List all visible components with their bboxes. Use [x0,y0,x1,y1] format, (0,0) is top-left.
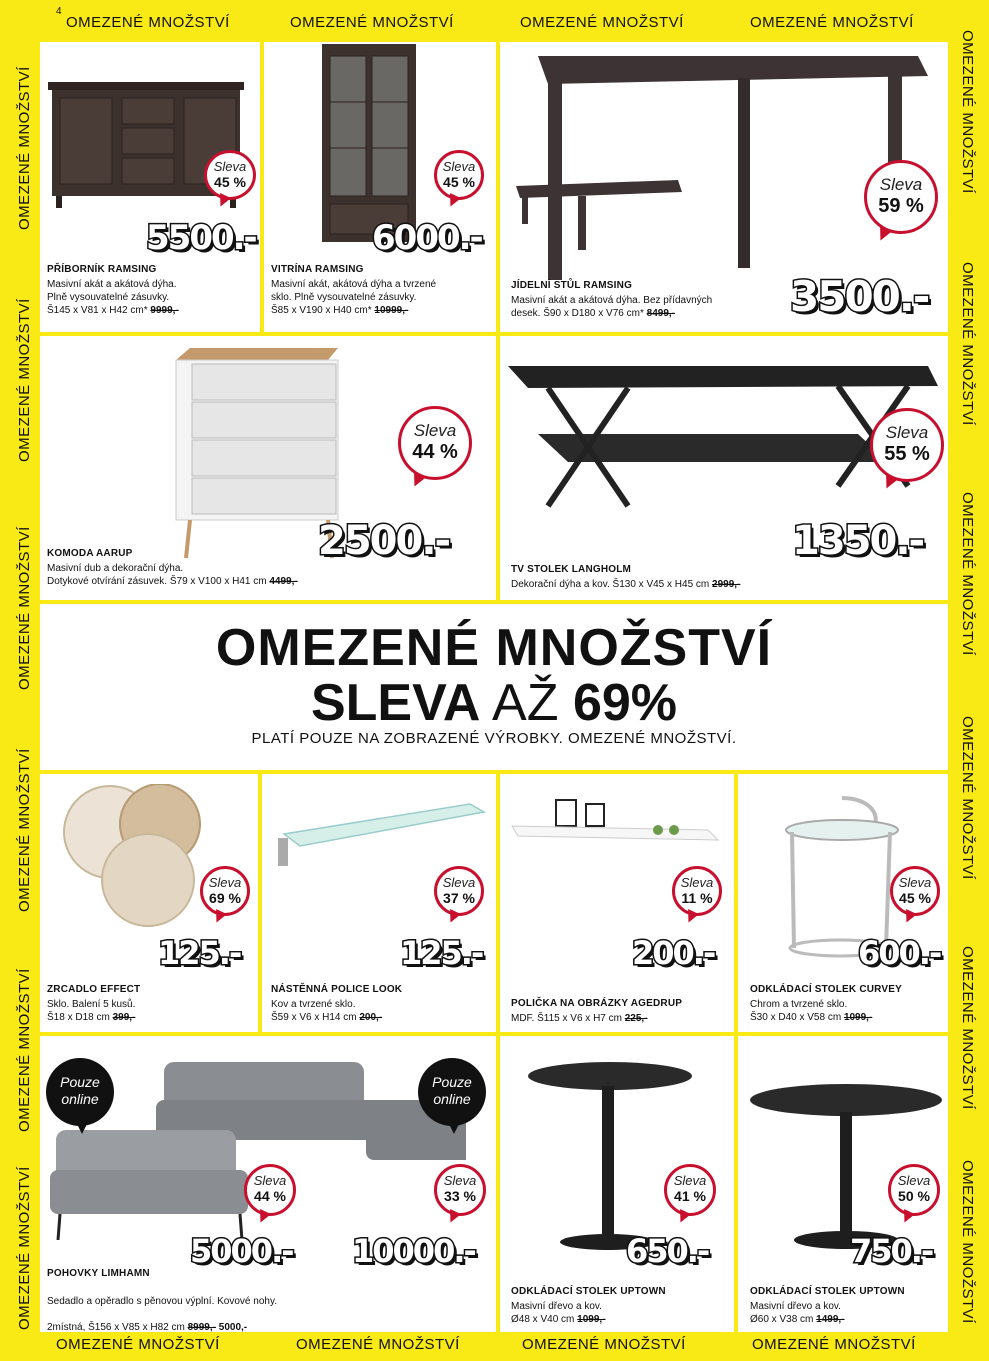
border-text: OMEZENÉ MNOŽSTVÍ [16,748,33,912]
border-text: OMEZENÉ MNOŽSTVÍ [959,262,976,426]
price: 125.- [400,934,483,972]
old-price: 1499,- [816,1314,845,1325]
border-text: OMEZENÉ MNOŽSTVÍ [520,14,684,31]
product-name: POLIČKA NA OBRÁZKY AGEDRUP [511,998,683,1009]
banner-title: OMEZENÉ MNOŽSTVÍ [215,619,773,677]
border-text: OMEZENÉ MNOŽSTVÍ [959,716,976,880]
product-name: JÍDELNÍ STŮL RAMSING [511,280,633,291]
price: 1350.- [792,518,924,564]
price: 5500.- [146,218,256,258]
border-text: OMEZENÉ MNOŽSTVÍ [16,1166,33,1330]
online-only-badge: Pouze online [46,1058,114,1126]
price: 3500.- [790,272,929,321]
old-price: 10999,- [374,305,409,316]
discount-badge: Sleva 44 % [244,1164,296,1216]
picture-ledge-image [508,790,728,870]
discount-badge: Sleva 45 % [890,866,940,916]
product-desc: Sedadlo a opěradlo s pěnovou výplní. Kovové nohy. 2místná, Š156 x V85 x H82 cm 8999,- 5000,- [47,1296,277,1332]
product-name: PŘÍBORNÍK RAMSING [47,264,157,275]
border-text: OMEZENÉ MNOŽSTVÍ [522,1336,686,1353]
border-text: OMEZENÉ MNOŽSTVÍ [16,66,33,230]
discount-badge: Sleva 45 % [204,150,256,200]
discount-badge: Sleva 59 % [864,160,938,234]
product-desc: Kov a tvrzené sklo. Š59 x V6 x H14 cm 200,- [271,999,383,1023]
border-text: OMEZENÉ MNOŽSTVÍ [66,14,230,31]
discount-badge: Sleva 55 % [870,408,944,482]
banner-discount: SLEVA AŽ 69% [310,674,678,732]
discount-badge: Sleva 45 % [434,150,484,200]
border-text: OMEZENÉ MNOŽSTVÍ [296,1336,460,1353]
product-desc: MDF. Š115 x V6 x H7 cm 225,- [511,1013,648,1024]
uptown-table-small-image [514,1056,714,1256]
discount-badge: Sleva 69 % [200,866,250,916]
online-only-badge: Pouze online [418,1058,486,1126]
product-card[interactable] [500,336,948,600]
product-card[interactable] [264,42,496,332]
border-text: OMEZENÉ MNOŽSTVÍ [56,1336,220,1353]
product-card[interactable] [40,1036,496,1332]
product-desc: Dekorační dýha a kov. Š130 x V45 x H45 cm 2999,- [511,579,741,590]
old-price: 2999,- [712,579,741,590]
border-text: OMEZENÉ MNOŽSTVÍ [959,946,976,1110]
price: 2500.- [318,518,450,564]
price: 600.- [858,934,941,972]
product-name: ZRCADLO EFFECT [47,984,141,995]
price: 125.- [158,934,241,972]
old-price: 399,- [112,1012,136,1023]
promo-banner [40,604,948,770]
product-desc: Masivní dřevo a kov. Ø60 x V38 cm 1499,- [750,1301,845,1325]
product-name: TV STOLEK LANGHOLM [511,564,632,575]
product-name: KOMODA AARUP [47,548,133,559]
border-text: OMEZENÉ MNOŽSTVÍ [959,492,976,656]
border-text: OMEZENÉ MNOŽSTVÍ [16,298,33,462]
product-name: ODKLÁDACÍ STOLEK UPTOWN [750,1286,905,1297]
old-price: 9999,- [150,305,179,316]
product-name: VITRÍNA RAMSING [271,264,364,275]
discount-badge: Sleva 33 % [434,1164,486,1216]
product-desc: Masivní akát, akátová dýha a tvrzené sklo. Plně vysouvatelné zásuvky. Š85 x V190 x H40 cm* 10999,- [271,279,437,316]
discount-badge: Sleva 41 % [664,1164,716,1216]
border-text: OMEZENÉ MNOŽSTVÍ [959,1160,976,1324]
old-price: 4499,- [269,576,298,587]
price: 5000.- [190,1232,293,1270]
old-price: 8499,- [646,308,675,319]
product-name: ODKLÁDACÍ STOLEK UPTOWN [511,1286,666,1297]
price: 10000.- [352,1232,475,1270]
product-name: NÁSTĚNNÁ POLICE LOOK [271,984,403,995]
border-text: OMEZENÉ MNOŽSTVÍ [750,14,914,31]
product-name: POHOVKY LIMHAMN [47,1268,150,1279]
product-card[interactable] [40,42,260,332]
price: 200.- [632,934,715,972]
product-card[interactable] [500,42,948,332]
discount-badge: Sleva 37 % [434,866,484,916]
product-name: ODKLÁDACÍ STOLEK CURVEY [750,984,903,995]
mirror-image [60,784,220,934]
product-desc: Masivní akát a akátová dýha. Bez přídavných desek. Š90 x D180 x V76 cm* 8499,- [511,295,713,319]
product-card[interactable] [738,774,948,1032]
old-price: 225,- [624,1013,648,1024]
price: 650.- [626,1232,709,1270]
vitrine-image [318,44,428,244]
price: 750.- [850,1232,933,1270]
border-text: OMEZENÉ MNOŽSTVÍ [16,968,33,1132]
product-desc: Chrom a tvrzené sklo. Š30 x D40 x V58 cm 1099,- [750,999,873,1023]
discount-badge: Sleva 44 % [398,406,472,480]
border-text: OMEZENÉ MNOŽSTVÍ [16,526,33,690]
product-desc: Sklo. Balení 5 kusů. Š18 x D18 cm 399,- [47,999,136,1023]
glass-shelf-image [270,794,490,874]
discount-badge: Sleva 11 % [672,866,722,916]
product-card[interactable] [500,1036,734,1332]
old-price: 200,- [359,1012,383,1023]
border-text: OMEZENÉ MNOŽSTVÍ [752,1336,916,1353]
border-text: OMEZENÉ MNOŽSTVÍ [290,14,454,31]
product-card[interactable] [500,774,734,1032]
product-desc: Masivní akát a akátová dýha. Plně vysouvatelné zásuvky. Š145 x V81 x H42 cm* 9999,- [47,279,179,316]
product-card[interactable] [40,774,258,1032]
old-price: 1099,- [843,1012,873,1023]
product-desc: Masivní dřevo a kov. Ø48 x V40 cm 1099,- [511,1301,606,1325]
price: 6000.- [372,218,482,258]
product-card[interactable] [262,774,496,1032]
product-desc: Masivní dub a dekorační dýha. Dotykové otvírání zásuvek. Š79 x V100 x H41 cm 4499,- [47,563,298,587]
old-price: 1099,- [577,1314,606,1325]
border-text: OMEZENÉ MNOŽSTVÍ [959,30,976,194]
dining-table-image [508,46,928,296]
page-number: 4 [56,6,62,17]
banner-note: PLATÍ POUZE NA ZOBRAZENÉ VÝROBKY. OMEZENÉ MNOŽSTVÍ. [251,730,737,747]
product-card[interactable] [738,1036,948,1332]
product-card[interactable] [40,336,496,600]
discount-badge: Sleva 50 % [888,1164,940,1216]
